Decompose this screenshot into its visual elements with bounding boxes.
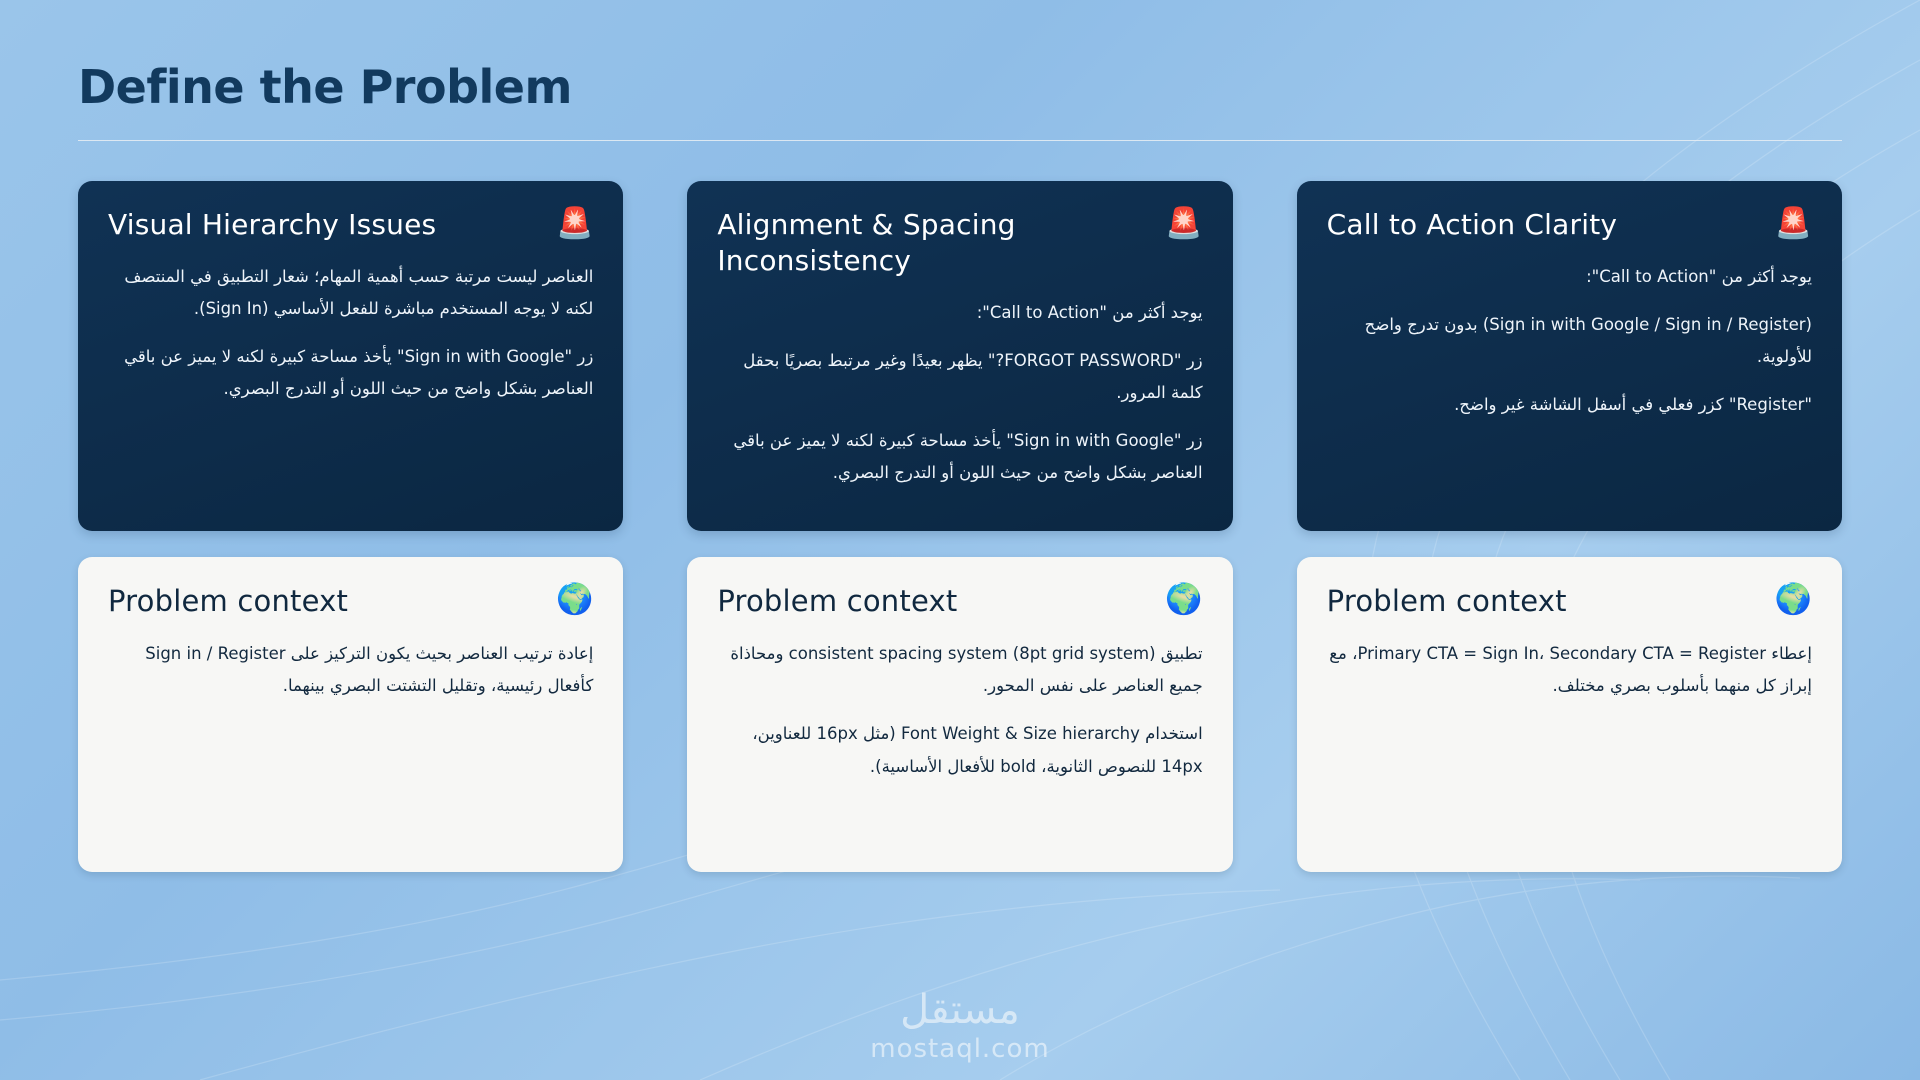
card-body (108, 261, 593, 406)
card-header (108, 583, 593, 620)
card-header (108, 207, 593, 243)
title-divider (78, 140, 1842, 141)
card-header (717, 583, 1202, 620)
card-paragraph: (Sign in with Google / Sign in / Register) بدون تدرج واضح للأولوية. (1364, 315, 1812, 367)
watermark (870, 987, 1050, 1064)
card-problem-context-2 (687, 557, 1232, 872)
card-title: Problem context (1326, 584, 1567, 618)
card-body (1327, 261, 1812, 422)
problem-context-row (78, 557, 1842, 872)
card-body (717, 297, 1202, 490)
card-paragraph: زر "FORGOT PASSWORD?" يظهر بعيدًا وغير مرتبط بصريًا بحقل كلمة المرور. (743, 350, 1203, 402)
card-header (1327, 583, 1812, 620)
alarm-light-icon: 🚨 (555, 206, 594, 241)
card-cta-clarity (1297, 181, 1842, 531)
globe-icon: 🌍 (555, 582, 594, 617)
card-header (1327, 207, 1812, 243)
card-title: Problem context (717, 584, 958, 618)
card-title: Call to Action Clarity (1326, 208, 1618, 241)
card-body (1327, 638, 1812, 702)
card-alignment-spacing (687, 181, 1232, 531)
card-paragraph: تطبيق consistent spacing system (8pt grid system) ومحاذاة جميع العناصر على نفس المحور. (730, 644, 1203, 696)
globe-icon: 🌍 (1165, 582, 1203, 617)
card-title: Visual Hierarchy Issues (108, 208, 437, 241)
card-visual-hierarchy (78, 181, 623, 531)
watermark-arabic: مستقل (900, 987, 1020, 1033)
page-title: Define the Problem (78, 60, 572, 114)
alarm-light-icon: 🚨 (1774, 206, 1812, 241)
globe-icon: 🌍 (1774, 582, 1812, 617)
card-problem-context-3 (1297, 557, 1842, 872)
alarm-light-icon: 🚨 (1165, 206, 1203, 241)
problem-cards-row (78, 181, 1842, 531)
card-paragraph: يوجد أكثر من "Call to Action": (976, 302, 1203, 322)
card-body (717, 638, 1202, 783)
card-paragraph: إعطاء Primary CTA = Sign In، Secondary CTA = Register، مع إبراز كل منهما بأسلوب بصري مختلف. (1329, 644, 1812, 696)
watermark-latin: mostaql.com (870, 1034, 1050, 1064)
card-paragraph: زر "Sign in with Google" يأخذ مساحة كبيرة لكنه لا يميز عن باقي العناصر بشكل واضح من حيث اللون أو التدرج البصري. (124, 347, 594, 399)
card-paragraph: زر "Sign in with Google" يأخذ مساحة كبيرة لكنه لا يميز عن باقي العناصر بشكل واضح من حيث اللون أو التدرج البصري. (733, 431, 1203, 483)
card-paragraph: "Register" كزر فعلي في أسفل الشاشة غير واضح. (1454, 395, 1812, 415)
card-title: Alignment & Spacing Inconsistency (717, 208, 1016, 277)
card-paragraph: استخدام Font Weight & Size hierarchy (مثل 16px للعناوين، 14px للنصوص الثانوية، bold للأفعال الأساسية). (752, 724, 1203, 776)
card-paragraph: العناصر ليست مرتبة حسب أهمية المهام؛ شعار التطبيق في المنتصف لكنه لا يوجه المستخدم مباشرة للفعل الأساسي (Sign In). (124, 266, 594, 318)
card-title: Problem context (108, 584, 349, 618)
card-paragraph: إعادة ترتيب العناصر بحيث يكون التركيز على Sign in / Register كأفعال رئيسية، وتقليل التشتت البصري بينهما. (145, 644, 594, 696)
card-header (717, 207, 1202, 279)
card-body (108, 638, 593, 702)
card-problem-context-1 (78, 557, 623, 872)
card-paragraph: يوجد أكثر من "Call to Action": (1586, 266, 1812, 286)
